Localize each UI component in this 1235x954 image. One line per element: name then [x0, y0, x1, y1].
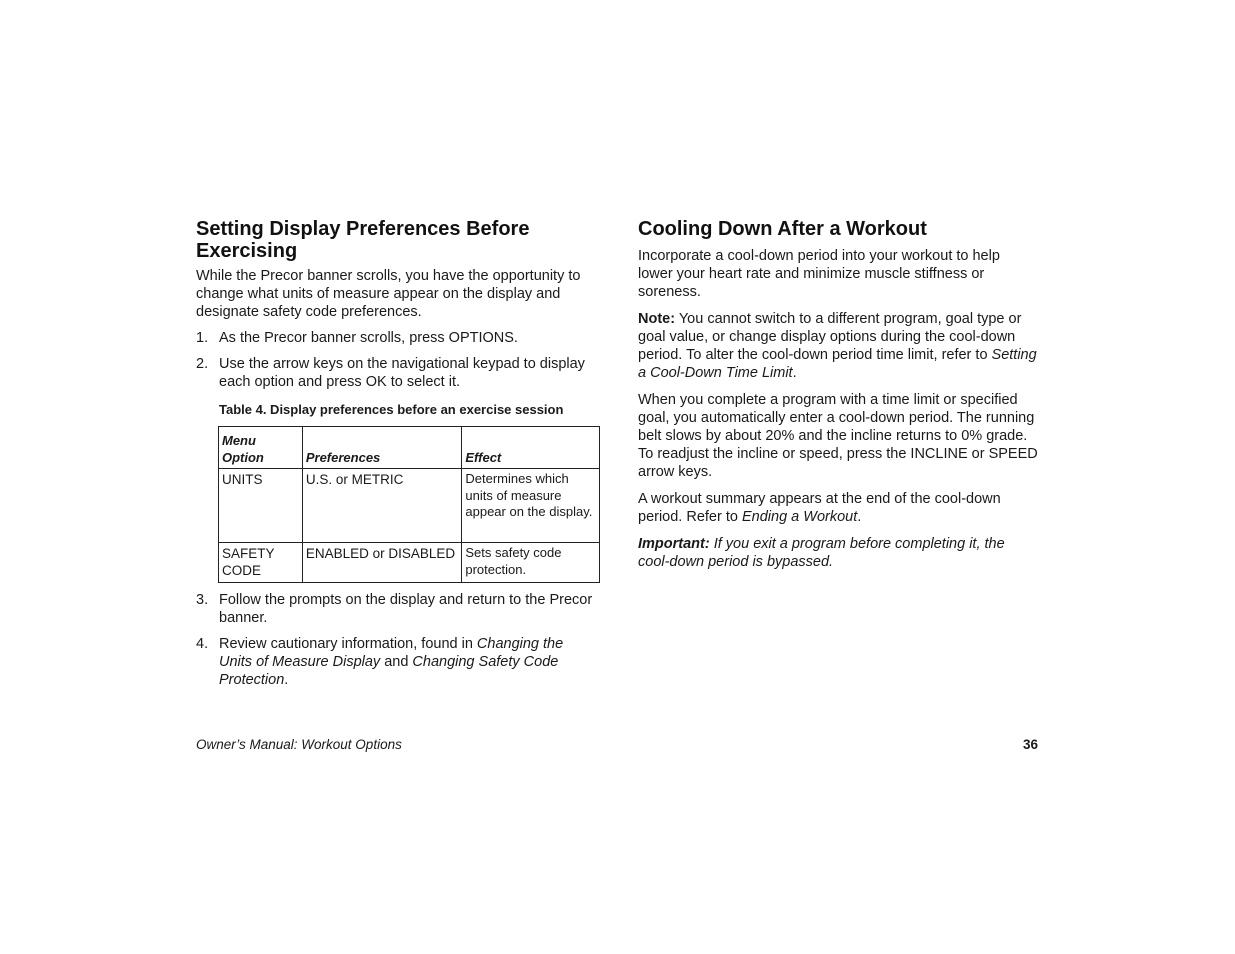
cross-reference-link: Changing Safety Code Protection	[219, 654, 559, 688]
section-heading-cooling-down: Cooling Down After a Workout	[638, 218, 927, 240]
step-number: 3.	[196, 592, 209, 608]
step-number: 4.	[196, 636, 209, 652]
intro-paragraph: While the Precor banner scrolls, you have the opportunity to change what units of measure appear on the display and designate safety code preferences.	[196, 268, 581, 320]
display-preferences-table	[218, 426, 600, 583]
step-text: As the Precor banner scrolls, press OPTIONS.	[219, 330, 518, 346]
cross-reference-link: Ending a Workout	[741, 509, 858, 525]
table-row	[219, 543, 600, 583]
right-column	[638, 218, 1038, 571]
column-header-preferences: Preferences	[302, 427, 462, 469]
note-text: .	[792, 365, 797, 381]
steps-list	[196, 329, 600, 391]
table-cell: UNITS	[219, 469, 303, 543]
table-caption: Table 4. Display preferences before an exercise session	[219, 402, 564, 417]
table-cell: Determines which units of measure appear on the display.	[462, 469, 600, 543]
step-number: 1.	[196, 330, 209, 346]
step-text: and	[380, 654, 413, 670]
column-header-menu-option: Menu Option	[219, 427, 303, 469]
intro-paragraph: Incorporate a cool-down period into your workout to help lower your heart rate and minimize muscle stiffness or soreness.	[638, 248, 1000, 300]
summary-paragraph	[638, 490, 1038, 526]
column-header-effect: Effect	[462, 427, 600, 469]
step-text: Follow the prompts on the display and return to the Precor banner.	[219, 592, 593, 626]
left-column	[196, 218, 600, 689]
note-text: You cannot switch to a different program, goal type or goal value, or change display options during the cool-down period. To alter the cool-down period time limit, refer to	[638, 311, 1022, 363]
table-cell: U.S. or METRIC	[302, 469, 462, 543]
important-label: Important:	[638, 536, 710, 552]
table-row	[219, 469, 600, 543]
note-label: Note:	[638, 311, 676, 327]
page-number: 36	[1022, 737, 1038, 752]
summary-text: A workout summary appears at the end of the cool-down period. Refer to	[638, 491, 1001, 525]
note-paragraph	[638, 310, 1038, 382]
body-paragraph: When you complete a program with a time limit or specified goal, you automatically enter a cool-down period. The running belt slows by about 20% and the incline returns to 0% grade. To readjust the incline or speed, press the INCLINE or SPEED arrow keys.	[638, 392, 1038, 480]
steps-list-continued	[196, 591, 600, 689]
list-item	[196, 355, 600, 391]
summary-text: .	[857, 509, 862, 525]
table-header-row	[219, 427, 600, 469]
step-text: Review cautionary information, found in	[219, 636, 477, 652]
step-text: .	[284, 672, 289, 688]
table-cell: ENABLED or DISABLED	[302, 543, 462, 583]
cross-reference-link: Setting a Cool-Down Time Limit	[638, 347, 1037, 381]
table-cell: SAFETY CODE	[219, 543, 303, 583]
list-item	[196, 329, 600, 347]
footer-title: Owner’s Manual: Workout Options	[196, 737, 402, 752]
list-item	[196, 635, 600, 689]
important-paragraph	[638, 535, 1038, 571]
section-heading-display-preferences: Setting Display Preferences Before Exercising	[196, 218, 530, 262]
cross-reference-link: Changing the Units of Measure Display	[219, 636, 564, 670]
step-text: Use the arrow keys on the navigational keypad to display each option and press OK to select it.	[219, 356, 585, 390]
step-number: 2.	[196, 356, 209, 372]
list-item	[196, 591, 600, 627]
table-cell: Sets safety code protection.	[462, 543, 600, 583]
important-text: If you exit a program before completing it, the cool-down period is bypassed.	[638, 536, 1005, 570]
